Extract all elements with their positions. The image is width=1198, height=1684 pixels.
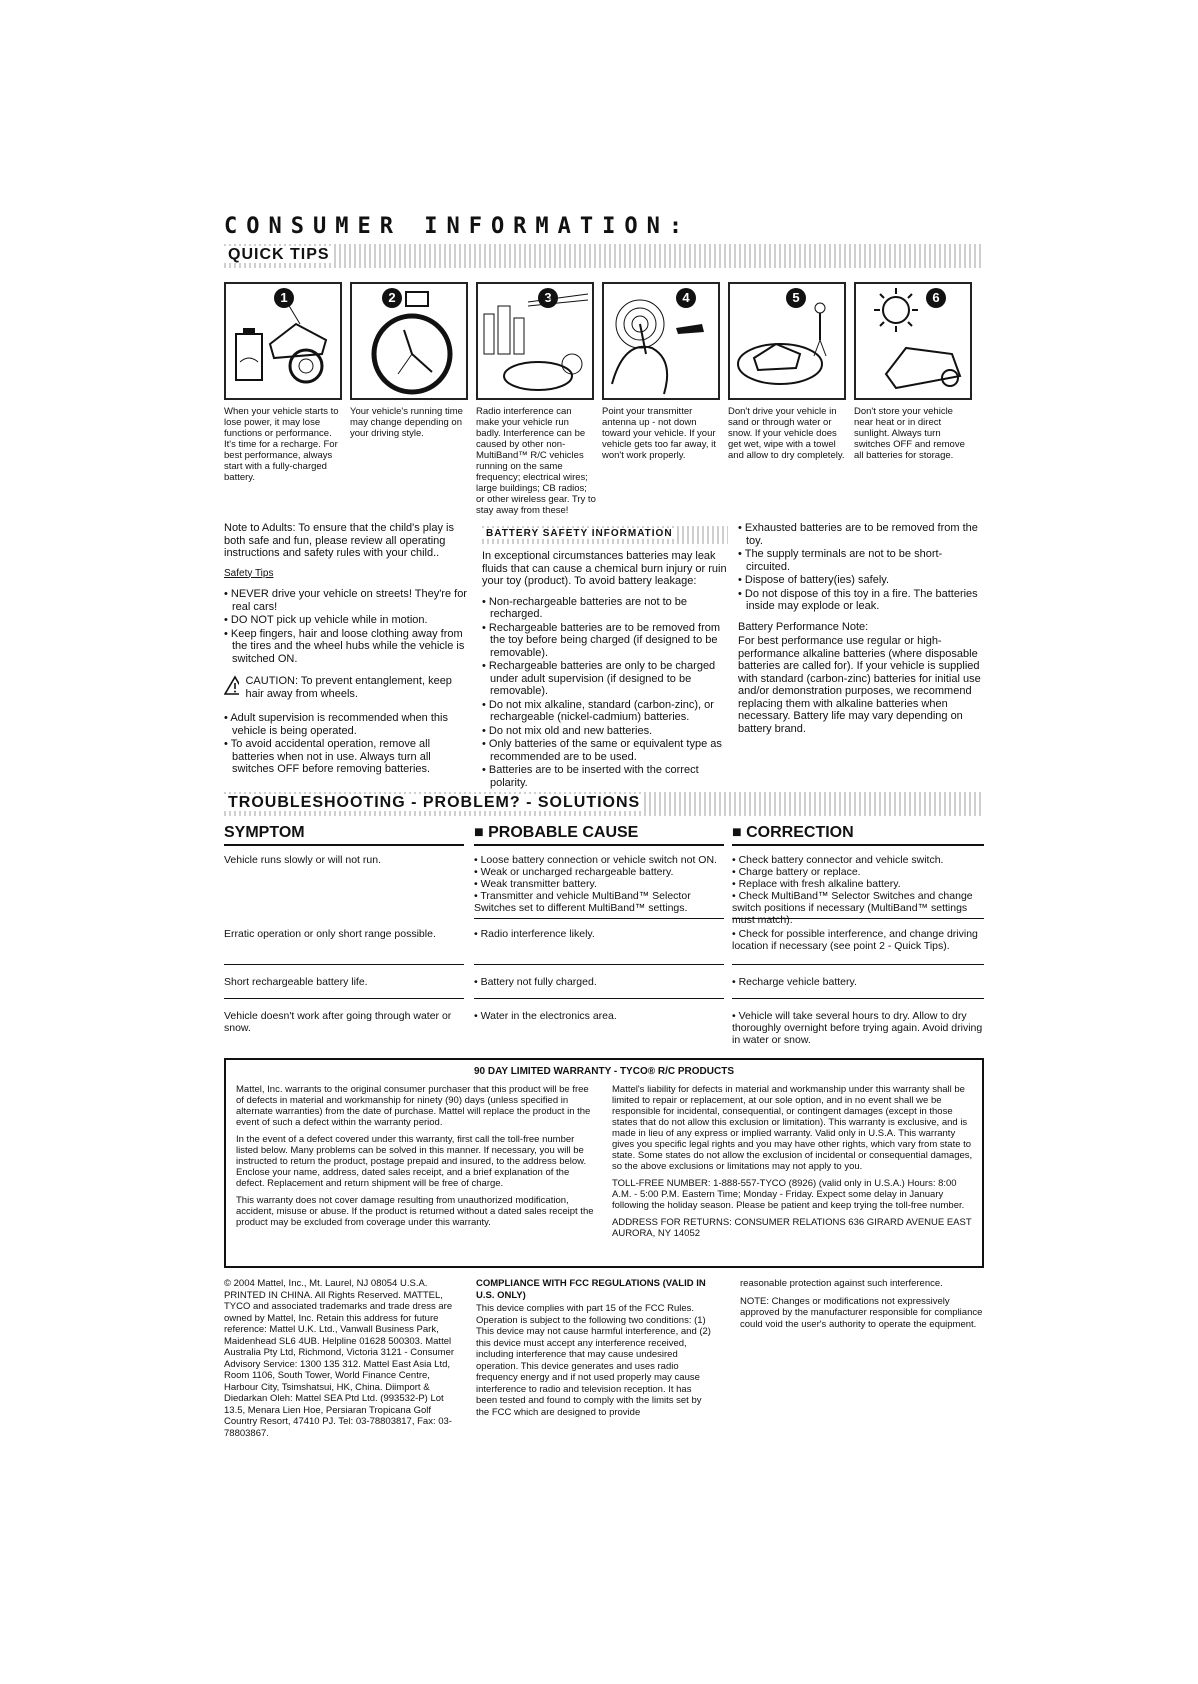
row-divider <box>732 918 984 919</box>
safety-item: • NEVER drive your vehicle on streets! They're for real cars! <box>224 588 472 613</box>
row-divider <box>474 964 724 965</box>
battery-item: • Rechargeable batteries are only to be charged under adult supervision (if designed to be removable). <box>482 660 730 698</box>
tip-number-2: 2 <box>382 288 402 308</box>
safety-item: • DO NOT pick up vehicle while in motion. <box>224 614 472 627</box>
tip-text-6: Don't store your vehicle near heat or in direct sunlight. Always turn switches OFF and remove all batteries for storage. <box>854 406 965 461</box>
tip-number-4: 4 <box>676 288 696 308</box>
tip-number-6: 6 <box>926 288 946 308</box>
quick-tips-bar <box>224 244 984 268</box>
battery-item: • Do not mix old and new batteries. <box>482 725 730 738</box>
battery-safety-column <box>482 526 730 790</box>
warranty-right: Mattel's liability for defects in material and workmanship under this warranty shall be limited to repair or replacement, at our sole option, and in no event shall we be responsible for incidental, consequential, or contingent damages (except in those states that do not allow this exclusion or limitation). This warranty is exclusive, and is made in lieu of any express or implied warranty. Valid only in U.S.A. This warranty gives you specific legal rights and you may have other rights, which vary from state to state. Some states do not allow the exclusion of incidental or consequential damages, so the above exclusions or limitations may not apply to you. TOLL-FREE NUMBER: 1-888-557-TYCO (8926) (valid only in U.S.A.) Hours: 8:00 A.M. - 5:00 P.M. Eastern Time; Monday - Friday. Expect some delay in January following the holiday season. Please be patient and keep trying the toll-free number. ADDRESS FOR RETURNS: CONSUMER RELATIONS 636 GIRARD AVENUE EAST AURORA, NY 14052 <box>612 1084 973 1239</box>
disposal-item: • The supply terminals are not to be short-circuited. <box>738 548 984 573</box>
safety-item: • To avoid accidental operation, remove all batteries when not in use. Always turn all switches OFF before removing batteries. <box>224 738 472 776</box>
battery-performance-text: For best performance use regular or high-performance alkaline batteries (where disposable batteries are called for). If your vehicle is supplied with standard (carbon-zinc) batteries for initial use and/or demonstration purposes, we recommend replacing them with alkaline batteries when necessary. Battery life may vary depending on battery brand. <box>738 635 981 735</box>
copyright-text: © 2004 Mattel, Inc., Mt. Laurel, NJ 08054 U.S.A. PRINTED IN CHINA. All Rights Reserved. MATTEL, TYCO and associated trademarks and trade dress are owned by Mattel, Inc. Retain this address for future reference: Mattel U.K. Ltd., Vanwall Business Park, Maidenhead SL6 4UB. Helpline 01628 500303. Mattel Australia Pty Ltd, Richmond, Victoria 3121 - Consumer Advisory Service: 1300 135 312. Mattel East Asia Ltd, Room 1106, South Tower, World Finance Centre, Harbour City, Tsimshatsui, HK, China. Diimport & Diedarkan Oleh: Mattel SEA Ptd Ltd. (993532-P) Lot 13.5, Menara Lien Hoe, Persiaran Tropicana Golf Country Resort, 47410 PJ. Tel: 03-78803817, Fax: 03-78803867. <box>224 1278 455 1439</box>
tip-number-5: 5 <box>786 288 806 308</box>
cause-cell: • Battery not fully charged. <box>474 976 722 988</box>
tip-text-1: When your vehicle starts to lose power, it may lose functions or performance. It's time for a recharge. For best performance, always start with a fully-charged battery. <box>224 406 339 483</box>
tip-panel-5 <box>728 282 846 400</box>
tip-text-3: Radio interference can make your vehicle run badly. Interference can be caused by other non-MultiBand™ R/C vehicles running on the same frequency; electrical wires; large buildings; CB radios; or other wireless gear. Try to stay away from these! <box>476 406 596 516</box>
cause-header: ■ PROBABLE CAUSE <box>474 824 724 846</box>
row-divider <box>732 964 984 965</box>
row-divider <box>474 998 724 999</box>
tip-panel-6 <box>854 282 972 400</box>
disposal-item: • Do not dispose of this toy in a fire. The batteries inside may explode or leak. <box>738 588 984 613</box>
cause-cell: • Radio interference likely. <box>474 928 722 940</box>
symptom-cell: Erratic operation or only short range possible. <box>224 928 436 940</box>
interference-icon <box>478 284 592 398</box>
battery-item: • Rechargeable batteries are to be removed from the toy before being charged (if designed to be removable). <box>482 622 730 660</box>
tip-panel-4 <box>602 282 720 400</box>
troubleshooting-label: TROUBLESHOOTING - PROBLEM? - SOLUTIONS <box>224 794 644 811</box>
battery-safety-label: BATTERY SAFETY INFORMATION <box>482 528 677 539</box>
row-divider <box>732 998 984 999</box>
tip-panel-3 <box>476 282 594 400</box>
sun-heat-icon <box>856 284 970 398</box>
fcc-note: NOTE: Changes or modifications not expressively approved by the manufacturer responsible for compliance could void the user's authority to operate the equipment. <box>740 1295 983 1330</box>
quick-tips-label: QUICK TIPS <box>224 246 334 263</box>
fcc-note-column <box>740 1278 984 1336</box>
battery-item: • Do not mix alkaline, standard (carbon-zinc), or rechargeable (nickel-cadmium) batteries. <box>482 699 730 724</box>
symptom-header: SYMPTOM <box>224 824 464 846</box>
caution-text: CAUTION: To prevent entanglement, keep hair away from wheels. <box>245 675 452 700</box>
battery-performance-label: Battery Performance Note: <box>738 620 869 633</box>
adult-note: Note to Adults: To ensure that the child's play is both safe and fun, please review all operating instructions and safety rules with your child.. <box>224 522 454 559</box>
page-title: CONSUMER INFORMATION: <box>224 214 692 239</box>
cause-cell: • Loose battery connection or vehicle switch not ON. • Weak or uncharged rechargeable battery. • Weak transmitter battery. • Transmitter and vehicle MultiBand™ Selector Switches set to different MultiBand™ settings. <box>474 854 722 914</box>
battery-item: • Only batteries of the same or equivalent type as recommended are to be used. <box>482 738 730 763</box>
disposal-item: • Exhausted batteries are to be removed from the toy. <box>738 522 984 547</box>
safety-item: • Keep fingers, hair and loose clothing away from the tires and the wheel hubs while the vehicle is switched ON. <box>224 628 472 666</box>
fcc-title: COMPLIANCE WITH FCC REGULATIONS (VALID IN U.S. ONLY) <box>476 1278 706 1301</box>
fcc-protection-text: reasonable protection against such interference. <box>740 1278 943 1289</box>
correction-cell: • Check for possible interference, and change driving location if necessary (see point 2 - Quick Tips). <box>732 928 984 952</box>
cause-cell: • Water in the electronics area. <box>474 1010 722 1022</box>
tip-text-2: Your vehicle's running time may change depending on your driving style. <box>350 406 463 439</box>
correction-cell: • Vehicle will take several hours to dry. Allow to dry thoroughly overnight before trying again. Avoid driving in water or snow. <box>732 1010 984 1046</box>
battery-item: • Non-rechargeable batteries are not to be recharged. <box>482 596 730 621</box>
sand-water-icon <box>730 284 844 398</box>
safety-tips-label: Safety Tips <box>224 567 274 579</box>
row-divider <box>474 918 724 919</box>
correction-cell: • Check battery connector and vehicle switch. • Charge battery or replace. • Replace with fresh alkaline battery. • Check MultiBand™ Selector Switches and change switch positions if necessary (MultiBand™ settings must match). <box>732 854 984 926</box>
battery-car-icon <box>226 284 340 398</box>
fcc-column <box>476 1278 712 1424</box>
tip-number-3: 3 <box>538 288 558 308</box>
symptom-cell: Vehicle runs slowly or will not run. <box>224 854 381 866</box>
tip-text-4: Point your transmitter antenna up - not down toward your vehicle. If your vehicle gets too far away, it won't work properly. <box>602 406 716 461</box>
safety-column <box>224 522 472 777</box>
correction-cell: • Recharge vehicle battery. <box>732 976 984 988</box>
battery-intro: In exceptional circumstances batteries may leak fluids that can cause a chemical burn injury or ruin your toy (product). To avoid battery leakage: <box>482 550 727 587</box>
row-divider <box>224 998 464 999</box>
troubleshooting-bar <box>224 792 984 816</box>
symptom-cell: Short rechargeable battery life. <box>224 976 368 988</box>
battery-safety-bar <box>482 526 728 544</box>
tip-text-5: Don't drive your vehicle in sand or through water or snow. If your vehicle does get wet, wipe with a towel and allow to dry completely. <box>728 406 845 461</box>
battery-disposal-column <box>738 522 984 737</box>
tip-panel-2 <box>350 282 468 400</box>
tip-number-1: 1 <box>274 288 294 308</box>
caution-triangle-icon <box>224 675 239 695</box>
stopwatch-icon <box>352 284 466 398</box>
fcc-text: This device complies with part 15 of the FCC Rules. Operation is subject to the following two conditions: (1) This device may not cause harmful interference, and (2) this device must accept any interference received, including interference that may cause undesired operation. This device generates and uses radio frequency energy and if not used properly may cause interference to radio and television reception. It has been tested and found to comply with the limits set by the FCC which are designed to provide <box>476 1303 711 1418</box>
safety-item: • Adult supervision is recommended when this vehicle is being operated. <box>224 712 472 737</box>
battery-item: • Batteries are to be inserted with the correct polarity. <box>482 764 730 789</box>
warranty-left: Mattel, Inc. warrants to the original consumer purchaser that this product will be free of defects in material and workmanship for ninety (90) days (unless specified in alternate warranties) from the date of purchase. Mattel will replace the product in the event of such a defect within the warranty period. In the event of a defect covered under this warranty, first call the toll-free number listed below. Many problems can be solved in this manner. If necessary, you will be instructed to return the product, postage prepaid and insured, to the address below. Enclose your name, address, dated sales receipt, and a brief explanation of the defect. Replacement and return shipment will be free of charge. This warranty does not cover damage resulting from unauthorized modification, accident, misuse or abuse. If the product is returned without a dated sales receipt the product may be excluded from coverage under this warranty. <box>236 1084 594 1228</box>
antenna-icon <box>604 284 718 398</box>
row-divider <box>224 964 464 965</box>
symptom-cell: Vehicle doesn't work after going through water or snow. <box>224 1010 452 1034</box>
correction-header: ■ CORRECTION <box>732 824 984 846</box>
tip-panel-1 <box>224 282 342 400</box>
warranty-title: 90 DAY LIMITED WARRANTY - TYCO® R/C PRODUCTS <box>474 1066 734 1077</box>
warranty-box <box>224 1058 984 1268</box>
disposal-item: • Dispose of battery(ies) safely. <box>738 574 984 587</box>
